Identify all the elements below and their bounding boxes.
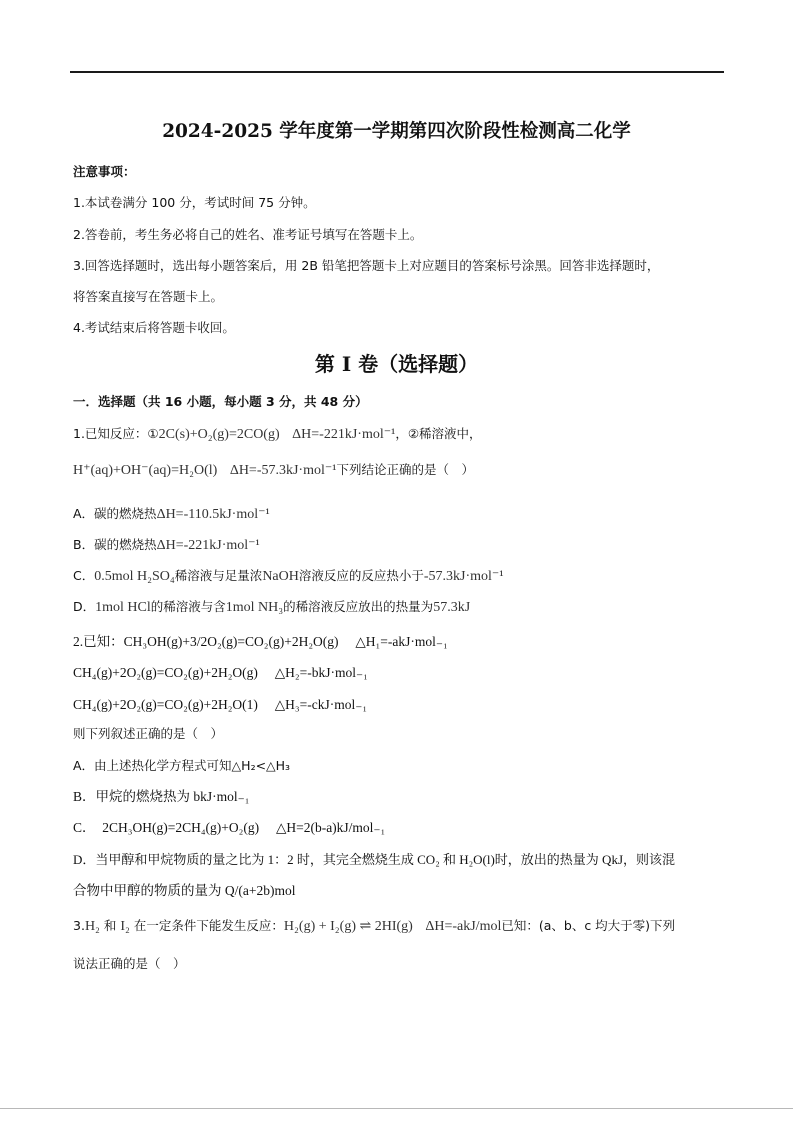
- top-rule: [70, 71, 724, 73]
- q1-line1-suffix: ，②稀溶液中，: [395, 426, 482, 441]
- notice-item-1: 1.本试卷满分 100 分，考试时间 75 分钟。: [73, 195, 316, 210]
- q1-option-a: [73, 505, 270, 524]
- notice-item-2: 2.答卷前，考生务必将自己的姓名、准考证号填写在答题卡上。: [73, 227, 423, 242]
- q3-i2: I₂: [120, 919, 130, 934]
- q1-option-b-formula: ΔH=-221kJ·mol⁻¹: [156, 538, 260, 553]
- q1-option-c-formula2: NaOH: [262, 569, 299, 584]
- q2-option-d: D．当甲醇和甲烷物质的量之比为 1：2 时，其完全燃烧生成 CO₂ 和 H₂O(l)时，放出的热量为 QkJ，则该混: [73, 852, 676, 867]
- q2-stem-line3: CH₄(g)+2O₂(g)=CO₂(g)+2H₂O(1) △H₃=-ckJ·mol₋₁: [73, 697, 368, 712]
- q1-option-c-text1: 稀溶液与足量浓: [174, 568, 263, 583]
- q3-h2: H₂: [84, 919, 100, 934]
- q1-option-d-text1: 的稀溶液与含: [150, 599, 226, 614]
- q3-reaction: H₂(g) + I₂(g) ⇌ 2HI(g): [283, 919, 413, 934]
- q3-stem-line2: 说法正确的是（ ）: [73, 956, 186, 971]
- q1-rxn2: H⁺(aq)+OH⁻(aq)=H₂O(l): [73, 463, 218, 478]
- q1-prefix: 1.已知反应：①: [73, 426, 159, 441]
- notice-item-3: 3.回答选择题时，选出每小题答案后，用 2B 铅笔把答题卡上对应题目的答案标号涂黑。回答非选择题时，: [73, 258, 660, 273]
- q1-stem-line1: [73, 425, 482, 444]
- notice-item-4: 4.考试结束后将答题卡收回。: [73, 320, 235, 335]
- q1-option-c-formula3: -57.3kJ·mol⁻¹: [423, 569, 504, 584]
- q1-option-a-label: A．碳的燃烧热: [73, 506, 157, 521]
- q1-dh2: ΔH=-57.3kJ·mol⁻¹: [229, 463, 337, 478]
- q1-option-d-text2: 的稀溶液反应放出的热量为: [283, 599, 434, 614]
- q3-text: 在一定条件下能发生反应：: [129, 918, 284, 933]
- section-title: 第 Ⅰ 卷（选择题）: [314, 352, 479, 376]
- q2-option-c: C． 2CH₃OH(g)=2CH₄(g)+O₂(g) △H=2(b-a)kJ/mol₋₁: [73, 820, 386, 835]
- q1-option-c-formula1: 0.5mol H₂SO₄: [94, 569, 175, 584]
- q1-rxn1: 2C(s)+O₂(g)=2CO(g): [158, 427, 280, 442]
- q1-option-c-label: C．: [73, 568, 95, 583]
- q1-option-d-formula2: 1mol NH₃: [225, 600, 284, 615]
- q3-and: 和: [99, 918, 121, 933]
- exam-title: 2024-2025 学年度第一学期第四次阶段性检测高二化学: [162, 121, 631, 142]
- q1-option-b: [73, 536, 260, 555]
- q1-option-d: [73, 598, 470, 617]
- q2-stem-line2: CH₄(g)+2O₂(g)=CO₂(g)+2H₂O(g) △H₂=-bkJ·mol₋₁: [73, 665, 368, 680]
- notice-heading: 注意事项：: [73, 164, 136, 179]
- q3-suffix: 已知：(a、b、c 均大于零)下列: [501, 918, 676, 933]
- notice-item-3-cont: 将答案直接写在答题卡上。: [73, 289, 224, 304]
- q1-option-d-formula1: 1mol HCl: [95, 600, 151, 615]
- q1-stem-line2: [73, 461, 474, 480]
- q2-option-a: A．由上述热化学方程式可知△H₂<△H₃: [73, 758, 291, 773]
- q2-question: 则下列叙述正确的是（ ）: [73, 726, 224, 741]
- q1-dh1: ΔH=-221kJ·mol⁻¹: [292, 427, 396, 442]
- q1-option-c-text2: 溶液反应的反应热小于: [298, 568, 424, 583]
- part-heading: 一．选择题（共 16 小题，每小题 3 分，共 48 分）: [73, 394, 368, 409]
- q2-stem-line1: 2.已知：CH₃OH(g)+3/2O₂(g)=CO₂(g)+2H₂O(g) △H₁=-akJ·mol₋₁: [73, 634, 448, 649]
- q1-option-b-label: B．碳的燃烧热: [73, 537, 157, 552]
- bottom-rule: [0, 1108, 793, 1109]
- q1-option-c: [73, 567, 504, 586]
- q2-option-b: B．甲烷的燃烧热为 bkJ·mol₋₁: [73, 789, 250, 804]
- q1-line2-suffix: 下列结论正确的是（ ）: [336, 462, 474, 477]
- q2-option-d-cont: 合物中甲醇的物质的量为 Q/(a+2b)mol: [73, 883, 296, 898]
- q1-option-d-formula3: 57.3kJ: [433, 600, 471, 615]
- q3-stem-line1: [73, 917, 675, 936]
- q3-prefix: 3.: [73, 918, 85, 933]
- q1-option-a-formula: ΔH=-110.5kJ·mol⁻¹: [156, 507, 270, 522]
- q3-dh: ΔH=-akJ/mol: [425, 919, 502, 934]
- q1-option-d-label: D．: [73, 599, 96, 614]
